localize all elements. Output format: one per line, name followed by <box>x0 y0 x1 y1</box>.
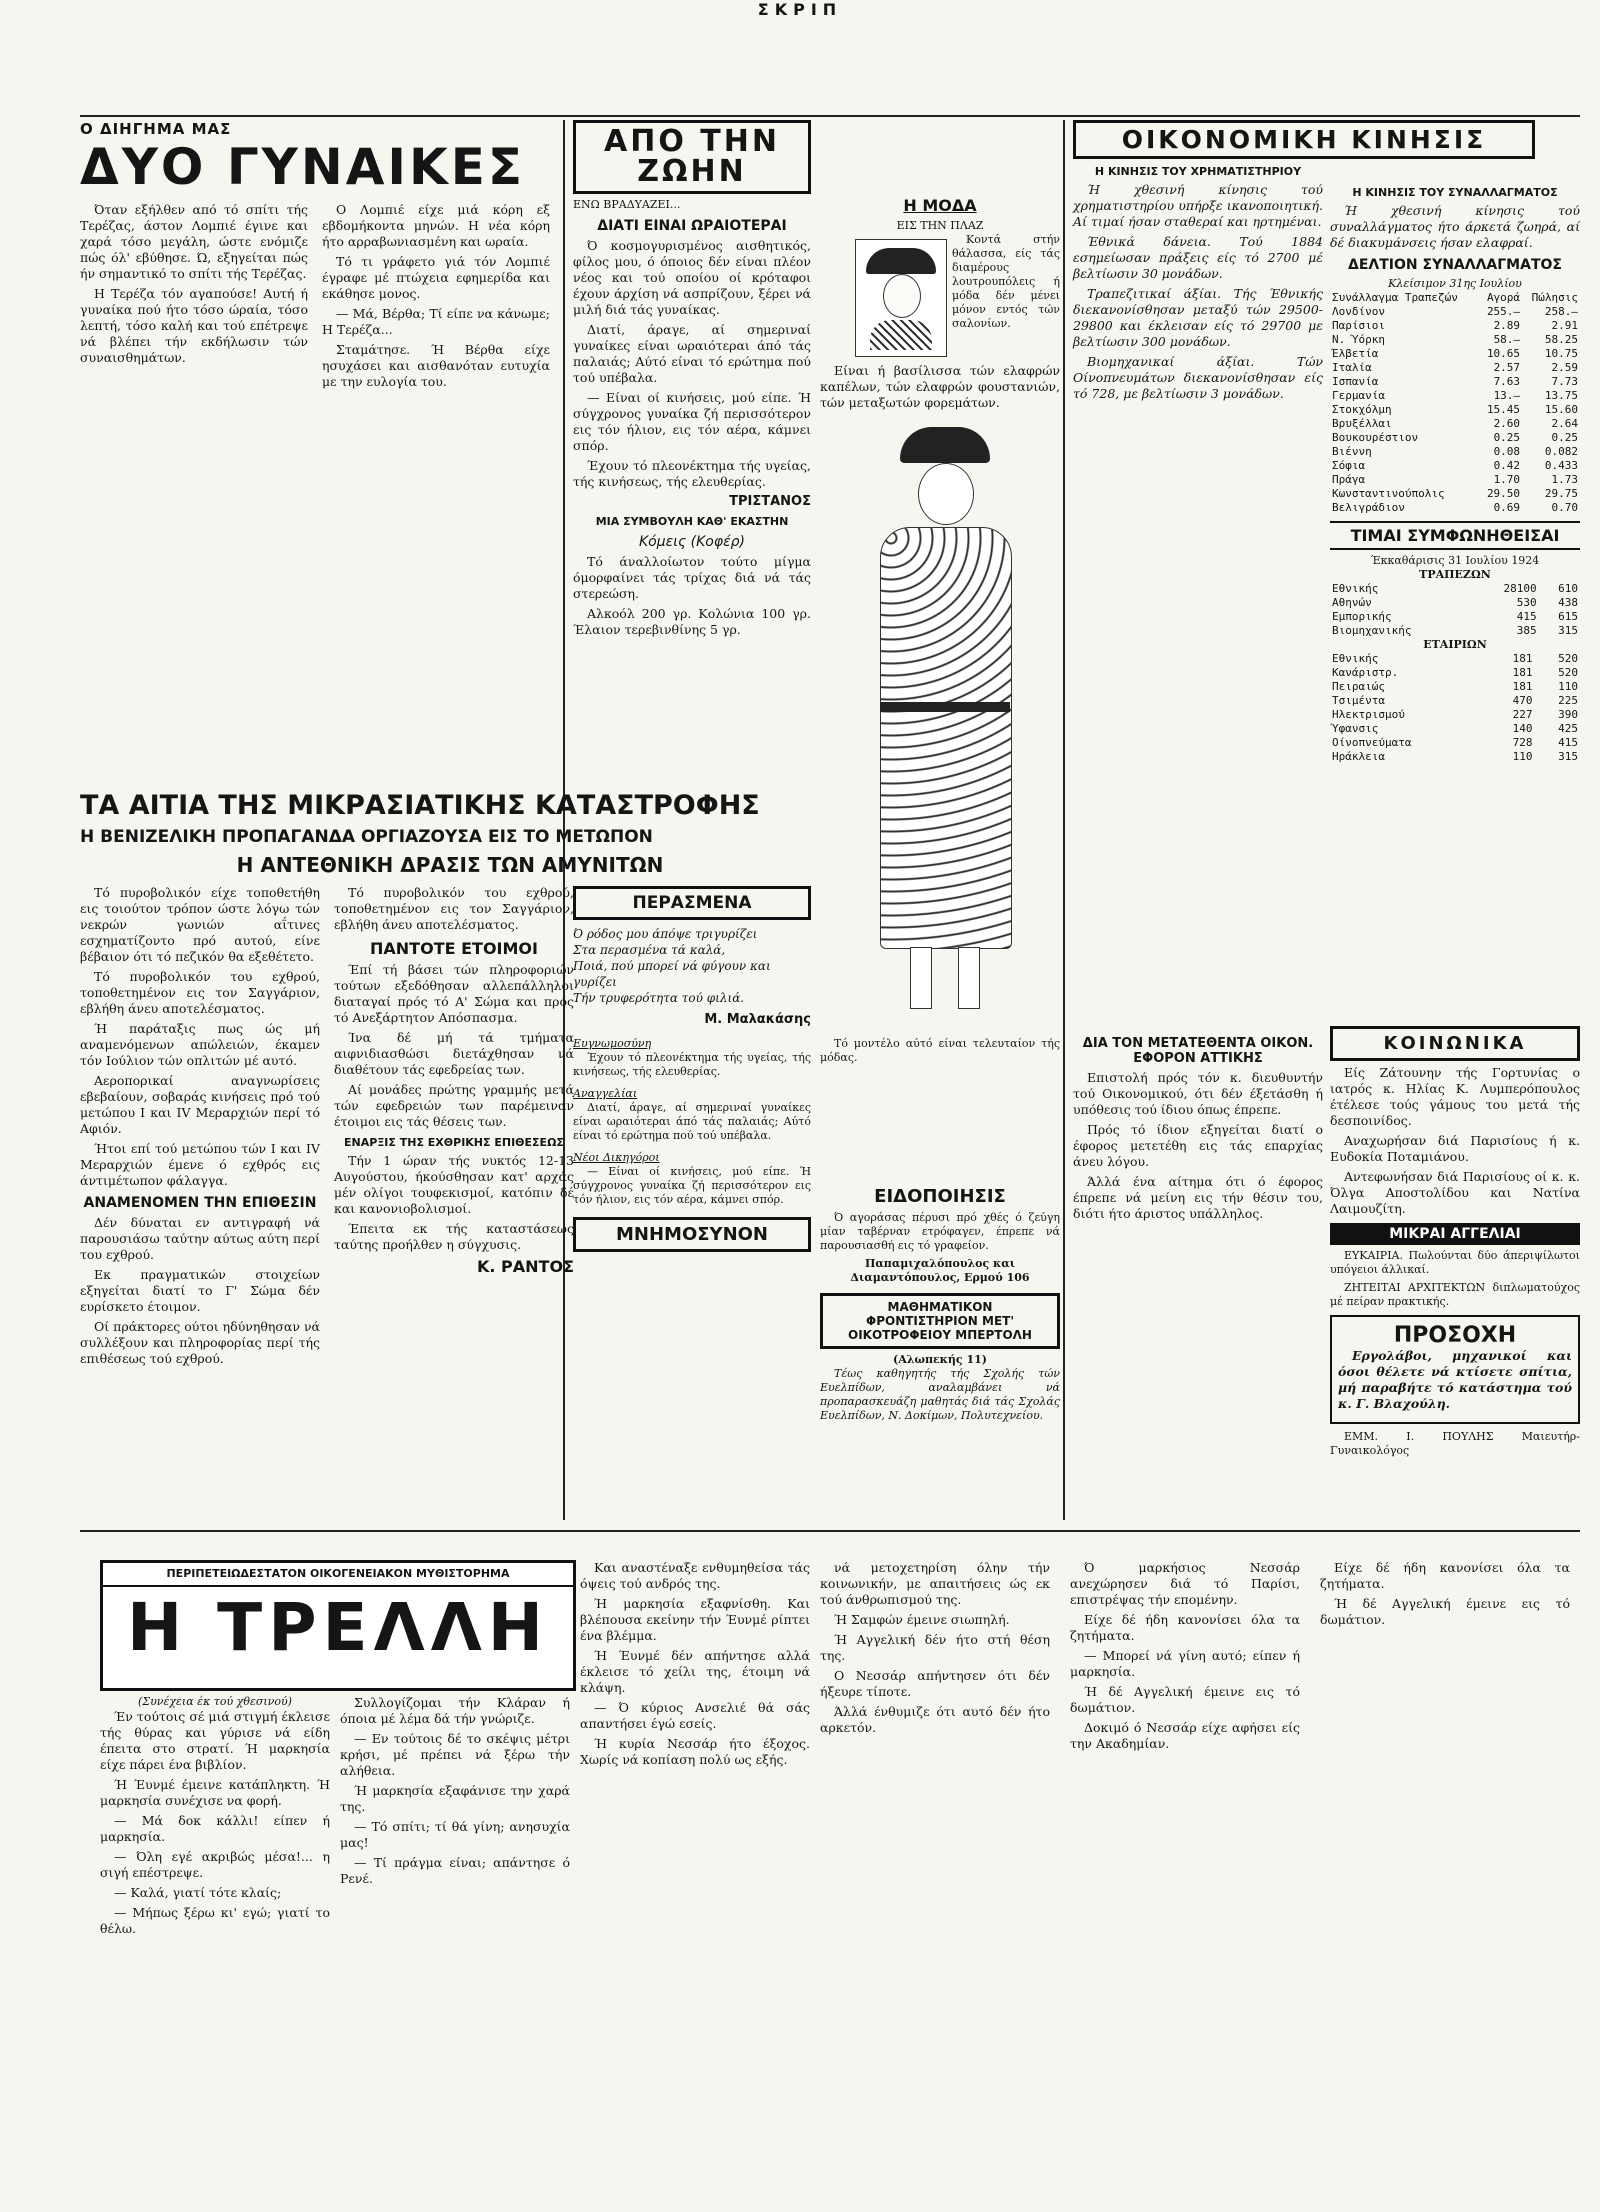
table-cell: 2.89 <box>1493 319 1521 332</box>
ads-title: ΜΙΚΡΑΙ ΑΓΓΕΛΙΑΙ <box>1330 1223 1580 1245</box>
disaster-signature: Κ. ΡΑΝΤΟΣ <box>477 1257 574 1276</box>
serial-col-5 <box>1070 1560 1300 2200</box>
life-head: ΔΙΑΤΙ ΕΙΝΑΙ ΩΡΑΙΟΤΕΡΑΙ <box>597 218 787 234</box>
table-row <box>1330 582 1580 596</box>
transfer-paragraph: Επιστολή πρός τόν κ. διευθυντήν τού Οικονομικού, ότι δέν έξετάσθη ή υπόθεσις τού ίδιου όπως έπρεπε. <box>1073 1070 1323 1117</box>
table-cell: Τσιμέντα <box>1332 694 1385 707</box>
table-cell: Παρίσιοι <box>1332 319 1385 332</box>
table-cell: 415 <box>1516 610 1537 623</box>
hat-illustration <box>855 239 947 357</box>
serial-col-6 <box>1320 1560 1570 2200</box>
table-cell: Στοκχόλμη <box>1332 403 1392 416</box>
table-cell: 0.70 <box>1551 501 1578 514</box>
ad-text: ΕΥΚΑΙΡΙΑ. Πωλούνται δύο άπεριψίλωτοι υπόγειοι άλλικαί. <box>1330 1249 1580 1276</box>
disaster-paragraph: Ή παράταξις πως ώς μή αναμενόμενων απώλειών, έκαμεν τόν Ιούλιον τών οπλιτών μέ αυτό. <box>80 1021 320 1068</box>
table-cell: 181 <box>1512 680 1533 693</box>
serial-paragraph: — Όλη εγέ ακριβώς μέσα!... η σιγή επέστρεψε. <box>100 1849 330 1880</box>
disaster-paragraph: Τό πυροβολικόν του εχθρού, τοποθετημένον εις τον Σαγγάριον, εβλήθη άνευ αποτελέσματος. <box>334 885 574 932</box>
serial-paragraph: Ή Σαμφών έμεινε σιωπηλή. <box>834 1612 1010 1627</box>
table-cell: 29.50 <box>1486 487 1521 500</box>
table-cell: 13.75 <box>1544 389 1578 402</box>
disaster-paragraph: Δέν δύναται εν αντιγραφή νά παρουσιάσω ταύτην αύτως αύτη περί του εχθρού. <box>80 1215 320 1262</box>
disaster-section-head: ΕΝΑΡΞΙΣ ΤΗΣ ΕΧΘΡΙΚΗΣ ΕΠΙΘΕΣΕΩΣ <box>344 1136 564 1149</box>
table-row <box>1330 403 1580 417</box>
social-paragraph: Αναχωρήσαν διά Παρισίους ή κ. Ευδοκία Ποταμιάνου. <box>1330 1133 1580 1164</box>
table-cell: Βρυξέλλαι <box>1332 417 1392 430</box>
transfer-article <box>1073 1030 1323 1520</box>
table-cell: Σόφια <box>1332 459 1366 472</box>
poem-title: ΠΕΡΑΣΜΕΝΑ <box>573 886 811 920</box>
story-paragraph: Ο Λομπιέ είχε μιά κόρη εξ εβδομήκοντα μηνών. Η νέα κόρη ήτο αρραβωνιασμένη και ωραία. <box>322 202 550 249</box>
school-text: Τέως καθηγητής τής Σχολής τών Ευελπίδων, αναλαμβάνει νά προπαρασκευάζη μαθητάς διά τάς Σχολάς Ευελπίδων, Ν. Δοκίμων, Πολυτεχνείου. <box>820 1367 1060 1422</box>
table-row <box>1330 473 1580 487</box>
table-cell: 425 <box>1558 722 1578 735</box>
serial-paragraph: — Ό κύριος Ανσελιέ θά σάς απαντήσει έγώ εσείς. <box>580 1700 810 1731</box>
serial-col-4 <box>820 1560 1050 2200</box>
serial-paragraph: νά μετοχετηρίση όλην τήν κοινωνικήν, με απαιτήσεις ώς εκ τού άνθρωπισμού της. <box>820 1560 1050 1607</box>
disaster-section-head: ΠΑΝΤΟΤΕ ΕΤΟΙΜΟΙ <box>370 939 538 958</box>
table-row <box>1330 459 1580 473</box>
table-row <box>1330 750 1580 764</box>
serial-paragraph: Ή Αγγελική δέν ήτο στή θέση της. <box>820 1632 1050 1663</box>
life-title: ΑΠΟ ΤΗΝ ΖΩΗΝ <box>573 120 811 194</box>
top-rule <box>80 115 1580 117</box>
disaster-paragraph: Τό πυροβολικόν του εχθρού, τοποθετημένον εις τον Σαγγάριον, εβλήθη άνευ αποτελέσματος. <box>80 969 320 1016</box>
table-cell: 315 <box>1558 624 1578 637</box>
table-row <box>1330 680 1580 694</box>
table-cell: Βουκουρέστιον <box>1332 431 1419 444</box>
table-row <box>1330 445 1580 459</box>
table-row <box>1330 596 1580 610</box>
notice-label: Νέοι Δικηγόροι <box>573 1151 660 1164</box>
disaster-paragraph: Ίνα δέ μή τά τμήματα αιφνιδιασθώσι διετάχθησαν νά διαθέτουν τάς εφεδρείας των. <box>334 1030 574 1077</box>
social-column <box>1330 1020 1580 1520</box>
school-head: ΜΑΘΗΜΑΤΙΚΟΝ ΦΡΟΝΤΙΣΤΗΡΙΟΝ ΜΕΤ' ΟΙΚΟΤΡΟΦΕΙΟΥ ΜΠΕΡΤΟΛΗ <box>820 1293 1060 1349</box>
disaster-paragraph: Εκ πραγματικών στοιχείων εξηγείται διατί το Γ' Σώμα δέν ευρίσκετο έτοιμον. <box>80 1267 320 1314</box>
story-paragraph: Η Τερέζα τόν αγαπούσε! Αυτή ή γυναίκα πού ήτο τόσο ώραία, τόσο λεπτή, τόσο καλή και τού επέτρεψε νά βλέπει τήν εκδήλωσιν τών συναισθημάτων. <box>80 286 308 365</box>
table-cell: Έλβετία <box>1332 347 1379 360</box>
table-cell: 1.73 <box>1551 473 1578 486</box>
banks-head: ΤΡΑΠΕΖΩΝ <box>1419 568 1491 581</box>
table-cell: Εθνικής <box>1332 582 1379 595</box>
notice-body: Ό αγοράσας πέρυσι πρό χθές ό ζεύγη μίαν ταβέρναν ετρόφαγεν, έπρεπε νά παρουσιασθή εις τό γραφείον. <box>820 1211 1060 1252</box>
table-cell: 0.08 <box>1493 445 1521 458</box>
table-cell: 438 <box>1558 596 1578 609</box>
table-cell: 255.— <box>1486 305 1521 318</box>
notice-head: ΕΙΔΟΠΟΙΗΣΙΣ <box>874 1186 1006 1207</box>
life-paragraph: Διατί, άραγε, αί σημεριναί γυναίκες είναι ωραιότεραι άπό τάς παλαιάς; Αύτό είναι τό ερώτημα πού τού υπέβαλα. <box>573 322 811 385</box>
table-cell: 225 <box>1558 694 1578 707</box>
story-paragraph: Όταν εξήλθεν από τό σπίτι τής Τερέζας, άστον Λομπιέ έγινε και χαρά τόσο μεγάλη, ώστε ενόμιζε πώς όλ' εβύθησε. Ώ, εξηγείται πώς ήν σημαντικό το σπίτι τής Τερέζας. <box>80 202 308 281</box>
serial-continuation: (Συνέχεια έκ τού χθεσινού) <box>138 1695 292 1708</box>
poem-column <box>573 880 811 1520</box>
table-row <box>1330 431 1580 445</box>
table-row <box>1330 694 1580 708</box>
school-address: (Αλωπεκής 11) <box>893 1353 987 1366</box>
serial-paragraph: — Καλά, γιατί τότε κλαίς; <box>114 1885 282 1900</box>
economy-paragraph: Έθνικά δάνεια. Τού 1884 εσημείωσαν πράξεις είς τό 2700 μέ βελτίωσιν 30 μονάδων. <box>1073 234 1323 281</box>
table-cell: 2.91 <box>1551 319 1578 332</box>
serial-paragraph: Είχε δέ ήδη κανονίσει όλα τα ζητήματα. <box>1070 1612 1300 1643</box>
table-cell: 0.42 <box>1493 459 1521 472</box>
table-row <box>1330 319 1580 333</box>
ad-text: ΖΗΤΕΙΤΑΙ ΑΡΧΙΤΕΚΤΩΝ διπλωματούχος μέ πείραν πρακτικής. <box>1330 1281 1580 1308</box>
fashion-sub: ΕΙΣ ΤΗΝ ΠΛΑΖ <box>896 219 984 232</box>
serial-paragraph: — Τό σπίτι; τί θά γίνη; ανησυχία μας! <box>340 1819 570 1850</box>
table-cell: 110 <box>1558 680 1578 693</box>
table-cell: Γερμανία <box>1332 389 1385 402</box>
serial-banner-text: ΠΕΡΙΠΕΤΕΙΩΔΕΣΤΑΤΟΝ ΟΙΚΟΓΕΝΕΙΑΚΟΝ ΜΥΘΙΣΤΟΡΗΜΑ <box>103 1563 573 1587</box>
table-cell: 29.75 <box>1544 487 1578 500</box>
table-cell: Λονδίνον <box>1332 305 1385 318</box>
table-cell: 530 <box>1516 596 1537 609</box>
exchange-sub: Η ΚΙΝΗΣΙΣ ΤΟΥ ΣΥΝΑΛΛΑΓΜΑΤΟΣ <box>1352 186 1558 199</box>
attention-title: ΠΡΟΣΟΧΗ <box>1393 1323 1517 1348</box>
story-kicker: Ο ΔΙΗΓΗΜΑ ΜΑΣ <box>80 120 232 138</box>
table-cell: 520 <box>1558 652 1578 665</box>
table-cell: 615 <box>1558 610 1578 623</box>
attention-ad <box>1330 1315 1580 1424</box>
serial-col-3 <box>580 1560 810 2200</box>
poem-line: Στα περασμένα τά καλά, <box>573 943 726 957</box>
table-cell: 28100 <box>1503 582 1537 595</box>
story-paragraph: Σταμάτησε. Ή Βέρθα είχε ησυχάσει και αισθανόταν ευτυχία με την ευλογία του. <box>322 342 550 389</box>
poem-line: Ποιά, πού μπορεί νά φύγουν και γυρίζει <box>573 959 771 989</box>
table-cell: 2.57 <box>1493 361 1521 374</box>
disaster-section-head: ΑΝΑΜΕΝΟΜΕΝ ΤΗΝ ΕΠΙΘΕΣΙΝ <box>83 1195 317 1211</box>
table-cell: Ηλεκτρισμού <box>1332 708 1405 721</box>
table-cell: Ηράκλεια <box>1332 750 1385 763</box>
economy-sub: Η ΚΙΝΗΣΙΣ ΤΟΥ ΧΡΗΜΑΤΙΣΤΗΡΙΟΥ <box>1094 165 1302 178</box>
table-cell: 1.70 <box>1493 473 1521 486</box>
serial-paragraph: Είχε δέ ήδη κανονίσει όλα τα ζητήματα. <box>1320 1560 1570 1591</box>
serial-rule <box>80 1530 1580 1532</box>
table-cell: 2.59 <box>1551 361 1578 374</box>
table-row <box>1330 291 1580 305</box>
table-cell: 258.— <box>1544 305 1578 318</box>
disaster-paragraph: Αεροπορικαί αναγνωρίσεις εβεβαίουν, σοβαράς κινήσεις πρό τού μετώπου Ι και IV Μεραρχιών περί τό Αφιόν. <box>80 1073 320 1136</box>
life-signature: ΤΡΙΣΤΑΝΟΣ <box>729 494 811 509</box>
table-row <box>1330 333 1580 347</box>
companies-table <box>1330 652 1580 764</box>
table-cell: 181 <box>1512 652 1533 665</box>
table-cell: 390 <box>1558 708 1578 721</box>
economy-title: ΟΙΚΟΝΟΜΙΚΗ ΚΙΝΗΣΙΣ <box>1073 120 1535 159</box>
attention-sig: ΕΜΜ. Ι. ΠΟΥΛΗΣ Μαιευτήρ-Γυναικολόγος <box>1330 1430 1580 1457</box>
masthead: ΣΚΡΙΠ <box>757 0 843 19</box>
table-cell: Οίνοπνεύματα <box>1332 736 1412 749</box>
table-cell: 610 <box>1558 582 1578 595</box>
serial-paragraph: — Τί πράγμα είναι; απάντησε ό Ρενέ. <box>340 1855 570 1886</box>
table-row <box>1330 487 1580 501</box>
serial-paragraph: Ή μαρκησία εξαφνίσθη. Και βλέπουσα εκείνην τήν Έυνμέ ρίπτει ένα βλέμμα. <box>580 1596 810 1643</box>
social-paragraph: Είς Ζάτουνην τής Γορτυνίας ο ιατρός κ. Ηλίας Κ. Λυμπερόπουλος έτέλεσε τούς γάμους του μετά τής δεσποινίδος. <box>1330 1065 1580 1128</box>
disaster-paragraph: Έπειτα εκ τής καταστάσεως ταύτης προήλθεν η σύγχυσις. <box>334 1221 574 1252</box>
table-cell: 13.— <box>1493 389 1521 402</box>
table-row <box>1330 610 1580 624</box>
table-cell: 10.75 <box>1544 347 1578 360</box>
table-header: Πώλησις <box>1531 291 1578 304</box>
bulletin-title: ΔΕΛΤΙΟΝ ΣΥΝΑΛΛΑΓΜΑΤΟΣ <box>1348 257 1562 273</box>
table-cell: Βιέννη <box>1332 445 1372 458</box>
life-paragraph: — Είναι οί κινήσεις, μού είπε. Ή σύγχρονος γυναίκα ζή περισσότερον εις τόν ήλιον, εις τόν αέρα, κάμνει σπόρ. <box>573 390 811 453</box>
notice-text: — Είναι οί κινήσεις, μού είπε. Ή σύγχρονος γυναίκα ζή περισσότερον εις τόν ήλιον, εις τόν αέρα, κάμνει σπόρ. <box>573 1165 811 1206</box>
table-cell: 415 <box>1558 736 1578 749</box>
table-row <box>1330 361 1580 375</box>
poem-body <box>573 926 811 1006</box>
table-cell: Ν. Ύόρκη <box>1332 333 1385 346</box>
fashion-head: Η ΜΟΔΑ <box>903 196 977 215</box>
table-cell: 58.25 <box>1544 333 1578 346</box>
fashion-paragraph: Είναι ή βασίλισσα τών ελαφρών καπέλων, τών ελαφρών φουστανιών, τών μεταξωτών φορεμάτων. <box>820 363 1060 410</box>
life-sub: ΕΝΩ ΒΡΑΔΥΑΖΕΙ... <box>573 198 681 211</box>
social-paragraph: Αντεφωνήσαν διά Παρισίους οί κ. κ. Όλγα Αποστολίδου και Νατίνα Λαιμουζίτη. <box>1330 1169 1580 1216</box>
serial-paragraph: Έν τούτοις σέ μιά στιγμή έκλεισε τής θύρας και γύρισε νά είδη έπειτα στο στρατί. Ή μαρκησία είχε πάρει ένα βιβλίον. <box>100 1709 330 1772</box>
serial-paragraph: Ή δέ Αγγελική έμεινε εις τό δωμάτιον. <box>1070 1684 1300 1715</box>
table-row <box>1330 736 1580 750</box>
economy-paragraph: Ή χθεσινή κίνησις τού χρηματιστηρίου υπήρξε ικανοποιητική. Αί τιμαί ήσαν σταθεραί και ηρτημέναι. <box>1073 182 1323 229</box>
table-cell: 15.45 <box>1486 403 1521 416</box>
companies-head: ΕΤΑΙΡΙΩΝ <box>1423 638 1487 651</box>
table-cell: Κανάριστρ. <box>1332 666 1399 679</box>
exchange-column <box>1330 180 1580 1000</box>
table-row <box>1330 417 1580 431</box>
serial-paragraph: Και αναστέναξε ενθυμηθείσα τάς όψεις τού ανδρός της. <box>580 1560 810 1591</box>
advice-title: Κόμεις (Κοφέρ) <box>639 534 745 550</box>
transfer-head: ΔΙΑ ΤΟΝ ΜΕΤΑΤΕΘΕΝΤΑ ΟΙΚΟΝ. ΕΦΟΡΟΝ ΑΤΤΙΚΗΣ <box>1082 1036 1314 1066</box>
table-row <box>1330 722 1580 736</box>
table-cell: 0.25 <box>1493 431 1521 444</box>
serial-paragraph: Συλλογίζομαι τήν Κλάραν ή όποια μέ λέμα δά τήν γνώριζε. <box>340 1695 570 1726</box>
story-body <box>80 202 550 390</box>
serial-paragraph: Ή Έυνμέ έμεινε κατάπληκτη. Ή μαρκησία συνέχισε να φορή. <box>100 1777 330 1808</box>
table-header: Συνάλλαγμα Τραπεζών <box>1332 291 1458 304</box>
table-cell: Βιομηχανικής <box>1332 624 1412 637</box>
serial-paragraph: — Μήπως ξέρω κι' εγώ; γιατί το θέλω. <box>100 1905 330 1936</box>
table-row <box>1330 624 1580 638</box>
table-row <box>1330 501 1580 515</box>
table-cell: 7.73 <box>1551 375 1578 388</box>
story-paragraph: Τό τι γράφετο γιά τόν Λομπιέ έγραφε μέ πτώχεια εφημερίδα και εκάθησε μονος. <box>322 254 550 301</box>
life-column <box>573 120 811 780</box>
serial-banner <box>100 1560 576 1691</box>
table-cell: 181 <box>1512 666 1533 679</box>
story-paragraph: — Μά, Βέρθα; Τί είπε να κάνωμε; Η Τερέζα... <box>322 306 550 337</box>
fashion-caption: Τό μοντέλο αύτό είναι τελευταίον τής μόδας. <box>820 1037 1060 1064</box>
table-cell: 2.64 <box>1551 417 1578 430</box>
table-cell: 0.433 <box>1544 459 1578 472</box>
prices-date: Έκκαθάρισις 31 Ιουλίου 1924 <box>1370 554 1540 567</box>
table-cell: 385 <box>1516 624 1537 637</box>
disaster-paragraph: Οί πράκτορες ούτοι ηδύνηθησαν νά συλλέξουν και πληροφορίας περί τής επιθέσεως τού εχθρού. <box>80 1319 320 1366</box>
story-column <box>80 120 550 780</box>
disaster-subheadline: Η ΒΕΝΙΖΕΛΙΚΗ ΠΡΟΠΑΓΑΝΔΑ ΟΡΓΙΑΖΟΥΣΑ ΕΙΣ ΤΟ ΜΕΤΩΠΟΝ <box>80 827 653 847</box>
serial-paragraph: — Εν τούτοις δέ το σκέψις μέτρι κρήσι, μέ πρέπει νά ξέρω τήν αλήθεια. <box>340 1731 570 1778</box>
table-cell: 0.25 <box>1551 431 1578 444</box>
advice-head: ΜΙΑ ΣΥΜΒΟΥΛΗ ΚΑΘ' ΕΚΑΣΤΗΝ <box>595 515 789 528</box>
table-cell: 0.082 <box>1544 445 1578 458</box>
serial-paragraph: — Μπορεί νά γίνη αυτό; είπεν ή μαρκησία. <box>1070 1648 1300 1679</box>
notice-text: Έχουν τό πλεονέκτημα τής υγείας, τής κινήσεως, τής ελευθερίας. <box>573 1051 811 1078</box>
table-cell: Ύφανσις <box>1332 722 1379 735</box>
table-row <box>1330 375 1580 389</box>
economy-paragraph: Βιομηχανικαί άξίαι. Τών Οίνοπνευμάτων διεκανονίσθησαν είς τό 728, με βελτίωσιν 3 μονάδων. <box>1073 354 1323 401</box>
disaster-subheadline-2: Η ΑΝΤΕΘΝΙΚΗ ΔΡΑΣΙΣ ΤΩΝ ΑΜΥΝΙΤΩΝ <box>236 853 664 877</box>
table-cell: 470 <box>1512 694 1533 707</box>
transfer-paragraph: Άλλά ένα αίτημα ότι ό έφορος έπρεπε νά μείνη εις τήν θέσιν του, διότι ήτο άριστος υπάλληλος. <box>1073 1174 1323 1221</box>
table-cell: 110 <box>1512 750 1533 763</box>
table-header: Αγορά <box>1486 291 1521 304</box>
serial-paragraph: Ή μαρκησία εξαφάνισε την χαρά της. <box>340 1783 570 1814</box>
fashion-paragraph: Κοντά στήν θάλασσα, είς τάς διαμέρους λουτρουπόλεις ή μόδα δέν μένει μόνον εντός τών σαλονίων. <box>952 233 1060 330</box>
table-cell: Ιταλία <box>1332 361 1372 374</box>
table-cell: Πράγα <box>1332 473 1366 486</box>
table-row <box>1330 652 1580 666</box>
disaster-paragraph: Έπί τή βάσει τών πληροφοριών τούτων εξεδόθησαν αλλεπάλληλοι διαταγαί πρός τό Α' Σώμα και πρός τό Ανεξάρτητον Απόσπασμα. <box>334 962 574 1025</box>
table-cell: Κωνσταντινούπολις <box>1332 487 1445 500</box>
table-cell: Βελιγράδιον <box>1332 501 1405 514</box>
memorial-title: ΜΝΗΜΟΣΥΝΟΝ <box>573 1217 811 1252</box>
economy-paragraph: Τραπεζιτικαί άξίαι. Τής Έθνικής διεκανονίσθησαν μεταξύ τών 29500-29800 και έκλεισαν είς τό 29700 με βελτίωσιν 300 μονάδων. <box>1073 286 1323 349</box>
disaster-paragraph: Ήτοι επί τού μετώπου τών Ι και IV Μεραρχιών έμενε ό εχθρός εις άντιμέτωπον φάλαγγα. <box>80 1141 320 1188</box>
table-cell: Αθηνών <box>1332 596 1372 609</box>
notice-text: Διατί, άραγε, αί σημεριναί γυναίκες είναι ωραιότεραι άπό τάς παλαιάς; Αύτό είναι τό ερώτημα πού τού υπέβαλα. <box>573 1101 811 1142</box>
notice-label: Αναγγελίαι <box>573 1087 638 1100</box>
table-cell: 15.60 <box>1544 403 1578 416</box>
table-cell: Πειραιώς <box>1332 680 1385 693</box>
table-cell: 10.65 <box>1486 347 1521 360</box>
dress-illustration <box>840 427 1040 1027</box>
table-cell: Ισπανία <box>1332 375 1379 388</box>
serial-paragraph: Άλλά ένθυμιζε ότι αυτό δέν ήτο αρκετόν. <box>820 1704 1050 1735</box>
transfer-paragraph: Πρός τό ίδιον εξηγείται διατί ο έφορος μετετέθη εις τάς επαρχίας άνευ λόγου. <box>1073 1122 1323 1169</box>
social-title: ΚΟΙΝΩΝΙΚΑ <box>1330 1026 1580 1061</box>
table-cell: Εθνικής <box>1332 652 1379 665</box>
table-cell: 315 <box>1558 750 1578 763</box>
table-cell: 7.63 <box>1493 375 1521 388</box>
table-cell: Εμπορικής <box>1332 610 1392 623</box>
serial-paragraph: Ή κυρία Νεσσάρ ήτο έξοχος. Χωρίς νά κοπίαση πολύ ως εξής. <box>580 1736 810 1767</box>
serial-paragraph: Δοκιμό ό Νεσσάρ είχε αφήσει είς την Ακαδημίαν. <box>1070 1720 1300 1751</box>
serial-paragraph: Ο Νεσσάρ απήντησεν ότι δέν ήξευρε τίποτε. <box>820 1668 1050 1699</box>
poem-line: Τήν τρυφερότητα τού φιλιά. <box>573 991 745 1005</box>
table-row <box>1330 347 1580 361</box>
disaster-paragraph: Τό πυροβολικόν είχε τοποθετήθη εις τοιούτον τρόπον ώστε λόγω τών νεκρών γωνιών αΐτινες εσχηματίζοντο πρό αυτού, είνε βέβαιον ότι τό πεζικόν θα εξεθέτετο. <box>80 885 320 964</box>
life-paragraph: Ό κοσμογυρισμένος αισθητικός, φίλος μου, ό όποιος δέν είναι πλέον νέος και τού οποίου οί κρόταφοι έχουν άρχίση νά ασπρίζουν, ξέρει νά μιλή διά τάς γυναίκας. <box>573 238 811 317</box>
exchange-rates-table <box>1330 291 1580 515</box>
table-cell: 58.— <box>1493 333 1521 346</box>
serial-paragraph: Ή δέ Αγγελική έμεινε εις τό δωμάτιον. <box>1320 1596 1570 1627</box>
serial-paragraph: — Μά δοκ κάλλι! είπεν ή μαρκησία. <box>100 1813 330 1844</box>
poem-signature: Μ. Μαλακάσης <box>704 1012 811 1027</box>
fashion-column <box>820 190 1060 1090</box>
table-cell: 728 <box>1512 736 1533 749</box>
table-cell: 0.69 <box>1493 501 1521 514</box>
table-cell: 140 <box>1512 722 1533 735</box>
notices-column <box>820 1180 1060 1520</box>
table-row <box>1330 666 1580 680</box>
notice-sig: Παπαμιχαλόπουλος και Διαμαντόπουλος, Ερμού 106 <box>850 1257 1030 1284</box>
serial-col-1 <box>100 1695 330 2195</box>
disaster-headline: ΤΑ ΑΙΤΙΑ ΤΗΣ ΜΙΚΡΑΣΙΑΤΙΚΗΣ ΚΑΤΑΣΤΡΟΦΗΣ <box>80 790 760 821</box>
story-title: ΔΥΟ ΓΥΝΑΙΚΕΣ <box>80 138 526 196</box>
bulletin-date: Κλείσιμον 31ης Ιουλίου <box>1388 277 1522 290</box>
prices-title: ΤΙΜΑΙ ΣΥΜΦΩΝΗΘΕΙΣΑΙ <box>1330 521 1580 550</box>
notice-label: Ευγνωμοσύνη <box>573 1037 652 1050</box>
advice-paragraph: Αλκοόλ 200 γρ. Κολώνια 100 γρ. Έλαιον τερεβινθίνης 5 γρ. <box>573 606 811 637</box>
serial-paragraph: Ή Έυνμέ δέν απήντησε αλλά έκλεισε τό χείλι της, έτοιμη νά κλάψη. <box>580 1648 810 1695</box>
column-rule <box>1063 120 1065 1520</box>
table-row <box>1330 708 1580 722</box>
table-cell: 227 <box>1512 708 1533 721</box>
disaster-paragraph: Τήν 1 ώραν τής νυκτός 12-13 Αυγούστου, ήκούσθησαν κατ' αρχάς μέν ολίγοι τουφεκισμοί, κατόπιν δέ και κανονιοβολισμοί. <box>334 1153 574 1216</box>
table-row <box>1330 305 1580 319</box>
table-cell: 2.60 <box>1493 417 1521 430</box>
advice-paragraph: Τό άναλλοίωτον τούτο μίγμα όμορφαίνει τάς τρίχας διά νά τάς στερεώση. <box>573 554 811 601</box>
table-cell: 520 <box>1558 666 1578 679</box>
life-paragraph: Έχουν τό πλεονέκτημα τής υγείας, τής κινήσεως, τής ελευθερίας. <box>573 458 811 489</box>
exchange-paragraph: Ή χθεσινή κίνησις τού συναλλάγματος ήτο άρκετά ζωηρά, αί δέ διακυμάνσεις ήσαν ελαφραί. <box>1330 203 1580 250</box>
serial-col-2 <box>340 1695 570 2195</box>
attention-text: Εργολάβοι, μηχανικοί και όσοι θέλετε νά κτίσετε σπίτια, μή παραβήτε τό κατάστημα τού κ. Γ. Βλαχούλη. <box>1338 1348 1572 1411</box>
table-row <box>1330 389 1580 403</box>
serial-paragraph: Ό μαρκήσιος Νεσσάρ ανεχώρησεν διά τό Παρίσι, επιστρέψας τήν επομένην. <box>1070 1560 1300 1607</box>
banks-table <box>1330 582 1580 638</box>
poem-line: Ό ρόδος μου άπόψε τριγυρίζει <box>573 927 758 941</box>
serial-title: Η ΤΡΕΛΛΗ <box>126 1589 550 1666</box>
disaster-paragraph: Αί μονάδες πρώτης γραμμής μετά τών εφεδρειών των παρέμειναν έτοιμοι εις τάς θέσεις των. <box>334 1082 574 1129</box>
